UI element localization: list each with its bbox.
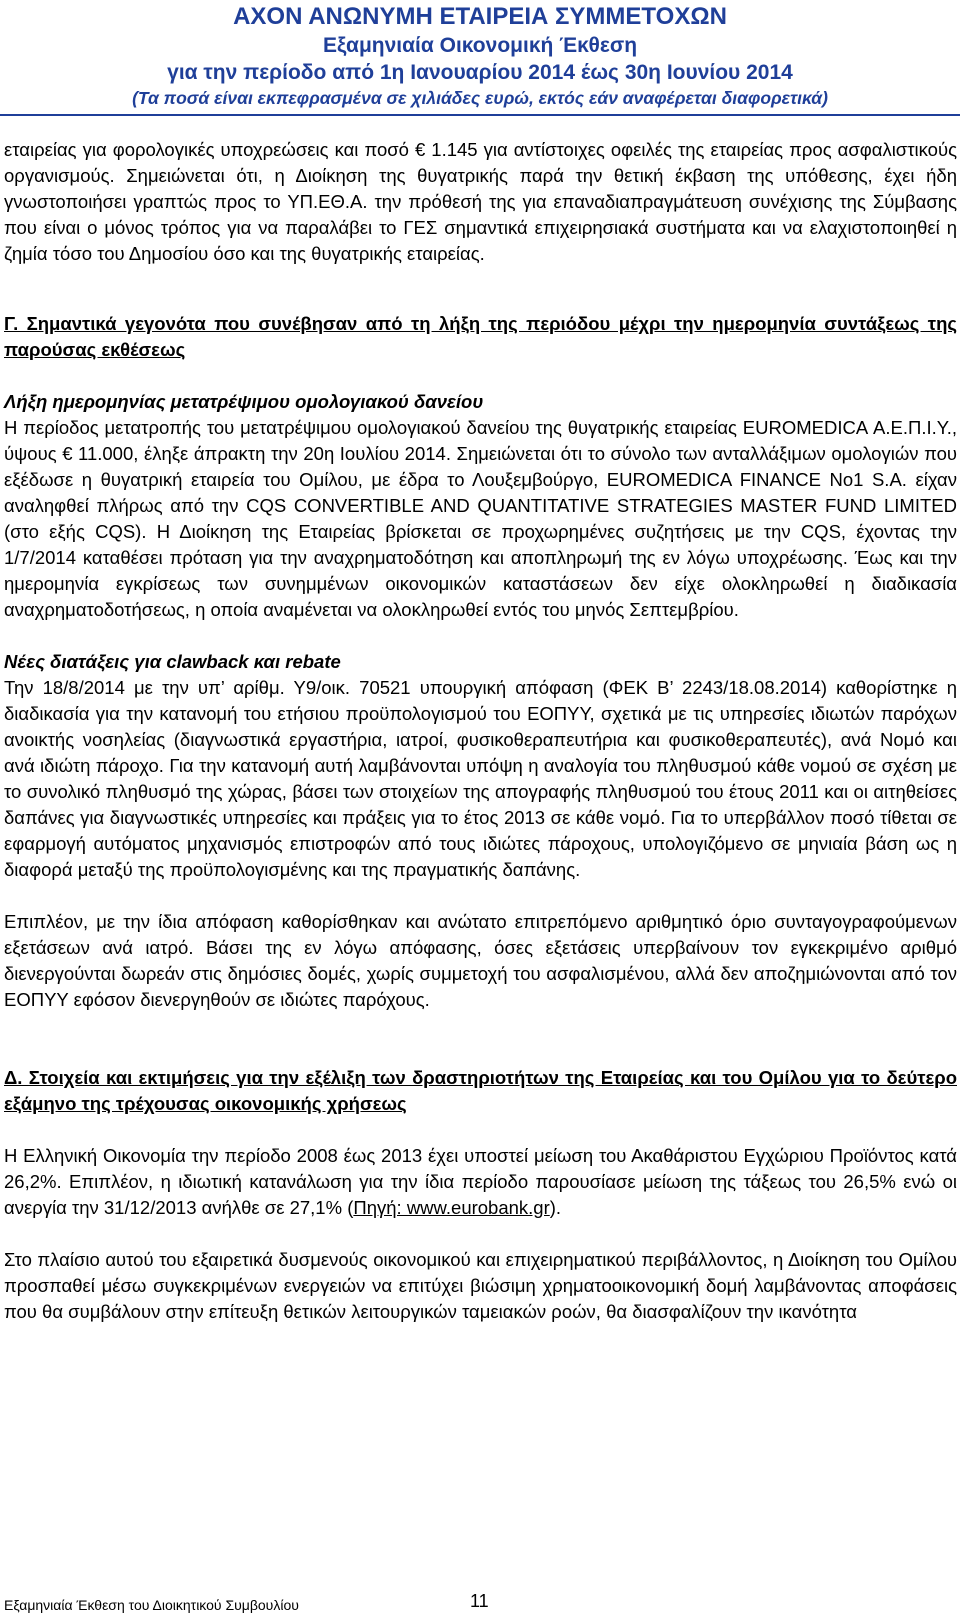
company-name: ΑΧΟΝ ΑΝΩΝΥΜΗ ΕΤΑΙΡΕΙΑ ΣΥΜΜΕΤΟΧΩΝ — [233, 3, 727, 30]
report-header — [0, 2, 960, 110]
document-body — [4, 137, 957, 1325]
header-divider — [0, 114, 960, 116]
paragraph-greek-economy — [4, 1143, 957, 1221]
source-link[interactable]: Πηγή: www.eurobank.gr — [353, 1197, 550, 1218]
footer-label: Εξαμηνιαία Έκθεση του Διοικητικού Συμβουλίου — [4, 1597, 299, 1613]
page-footer — [4, 1591, 956, 1614]
paragraph-group-strategy: Στο πλαίσιο αυτού του εξαιρετικά δυσμενούς οικονομικού και επιχειρηματικού περιβάλλοντος, η Διοίκηση του Ομίλου προσπαθεί μέσω συγκεκριμένων ενεργειών να επιτύχει βιώσιμη χρηματοοικονομική δομή λαμβάνοντας αποφάσεις που θα συμβάλουν στην επίτευξη θετικών λειτουργικών ταμειακών ροών, θα διασφαλίζουν την ικανότητα — [4, 1249, 957, 1322]
section-g-title: Γ. Σημαντικά γεγονότα που συνέβησαν από τη λήξη της περιόδου μέχρι την ημερομηνία συντάξεως της παρούσας εκθέσεως — [4, 313, 957, 360]
paragraph-clawback: Την 18/8/2014 με την υπ’ αρίθμ. Υ9/οικ. 70521 υπουργική απόφαση (ΦΕΚ Β’ 2243/18.08.2014) καθορίστηκε η διαδικασία για την κατανομή του ετήσιου προϋπολογισμού του ΕΟΠΥΥ, σχετικά με τις υπηρεσίες ιδιωτών παρόχων ανοικτής νοσηλείας (διαγνωστικά εργαστήρια, ιατροί, φυσικοθεραπευτήρια και φυσικοθεραπευτές), ανά Νομό και ανά ιδιώτη πάροχο. Για την κατανομή αυτή λαμβάνονται υπόψη η αναλογία του πληθυσμού κάθε νομού σε σχέση με το συνολικό πληθυσμό της χώρας, βάσει των στοιχείων της απογραφής πληθυσμού του έτους 2011 και οι αιτηθείσες δαπάνες για διαγνωστικές υπηρεσίες και πράξεις για το έτος 2013 σε κάθε νομό. Για το υπερβάλλον ποσό τίθεται σε εφαρμογή αυτόματος μηχανισμός επιστροφών από τους ιδιώτες πάροχους, υπολογιζόμενο σε μηνιαία βάση ως η διαφορά μεταξύ της προϋπολογισμένης και της πραγματικής δαπάνης. — [4, 677, 957, 880]
section-d-title: Δ. Στοιχεία και εκτιμήσεις για την εξέλιξη των δραστηριοτήτων της Εταιρείας και του Ομίλου για το δεύτερο εξάμηνο της τρέχουσας οικονομικής χρήσεως — [4, 1067, 957, 1114]
paragraph-prescription-limits: Επιπλέον, με την ίδια απόφαση καθορίσθηκαν και ανώτατο επιτρεπόμενο αριθμητικό όριο συνταγογραφούμενων εξετάσεων ανά ιατρό. Βάσει της εν λόγω απόφασης, όσες εξετάσεις υπερβαίνουν τον εγκεκριμένο αριθμό διενεργούνται δωρεάν στις δημόσιες δομές, χωρίς συμμετοχή του ασφαλισμένου, αλλά δεν αποζημιώνονται από τον ΕΟΠΥΥ εφόσον διενεργηθούν σε ιδιώτες παρόχους. — [4, 911, 957, 1010]
report-title: Εξαμηνιαία Οικονομική Έκθεση — [322, 34, 638, 57]
subheading-clawback-rebate: Νέες διατάξεις για clawback και rebate — [4, 651, 341, 672]
currency-note: (Τα ποσά είναι εκπεφρασμένα σε χιλιάδες ευρώ, εκτός εάν αναφέρεται διαφορετικά) — [132, 88, 828, 108]
paragraph-tax-obligations: εταιρείας για φορολογικές υποχρεώσεις και ποσό € 1.145 για αντίστοιχες οφειλές της εταιρείας προς ασφαλιστικούς οργανισμούς. Σημειώνεται ότι, η Διοίκηση της θυγατρικής παρά την θετική έκβαση της υπόθεσης, έχει ήδη γνωστοποιήσει γραπτώς προς το ΥΠ.ΕΘ.Α. την πρόθεσή της για επαναδιαπραγμάτευση συνέχισης της Σύμβασης που είναι ο μόνος τρόπος για να παραλάβει το ΓΕΣ σημαντικά επιχειρησιακά συστήματα και να ελαχιστοποιηθεί η ζημία τόσο του Δημοσίου όσο και της θυγατρικής εταιρείας. — [4, 139, 957, 264]
report-period: για την περίοδο από 1η Ιανουαρίου 2014 έως 30η Ιουνίου 2014 — [167, 61, 793, 84]
paragraph-convertible-loan: Η περίοδος μετατροπής του μετατρέψιμου ομολογιακού δανείου της θυγατρικής εταιρείας EUROMEDICA Α.Ε.Π.Ι.Υ., ύψους € 11.000, έληξε άπρακτη την 20η Ιουλίου 2014. Σημειώνεται ότι το σύνολο των ανταλλάξιμων ομολογιών που εξέδωσε η θυγατρική εταιρεία του Ομίλου, με έδρα το Λουξεμβούργο, EUROMEDICA FINANCE No1 S.A. είχαν αναληφθεί πλήρως από την CQS CONVERTIBLE AND QUANTITATIVE STRATEGIES MASTER FUND LIMITED (στο εξής CQS). Η Διοίκηση της Εταιρείας βρίσκεται σε προχωρημένες συζητήσεις με την CQS, έχοντας την 1/7/2014 καταθέσει πρόταση για την αναχρηματοδότηση και αποπληρωμή της εν λόγω υποχρέωσης. Έως και την ημερομηνία εγκρίσεως των συνημμένων οικονομικών καταστάσεων δεν είχε ολοκληρωθεί η διαδικασία αναχρηματοδοτήσεως, η οποία αναμένεται να ολοκληρωθεί εντός του μηνός Σεπτεμβρίου. — [4, 417, 957, 620]
subheading-convertible-loan: Λήξη ημερομηνίας μετατρέψιμου ομολογιακού δανείου — [4, 391, 484, 412]
economy-text: Η Ελληνική Οικονομία την περίοδο 2008 έως 2013 έχει υποστεί μείωση του Ακαθάριστου Εγχώριου Προϊόντος κατά 26,2%. Επιπλέον, η ιδιωτική κατανάλωση για την ίδια περίοδο παρουσίασε μείωση της τάξεως του 26,5% ενώ οι ανεργία την 31/12/2013 ανήλθε σε 27,1% ( — [4, 1145, 957, 1218]
page-number: 11 — [470, 1591, 489, 1611]
economy-text-end: ). — [549, 1197, 562, 1218]
